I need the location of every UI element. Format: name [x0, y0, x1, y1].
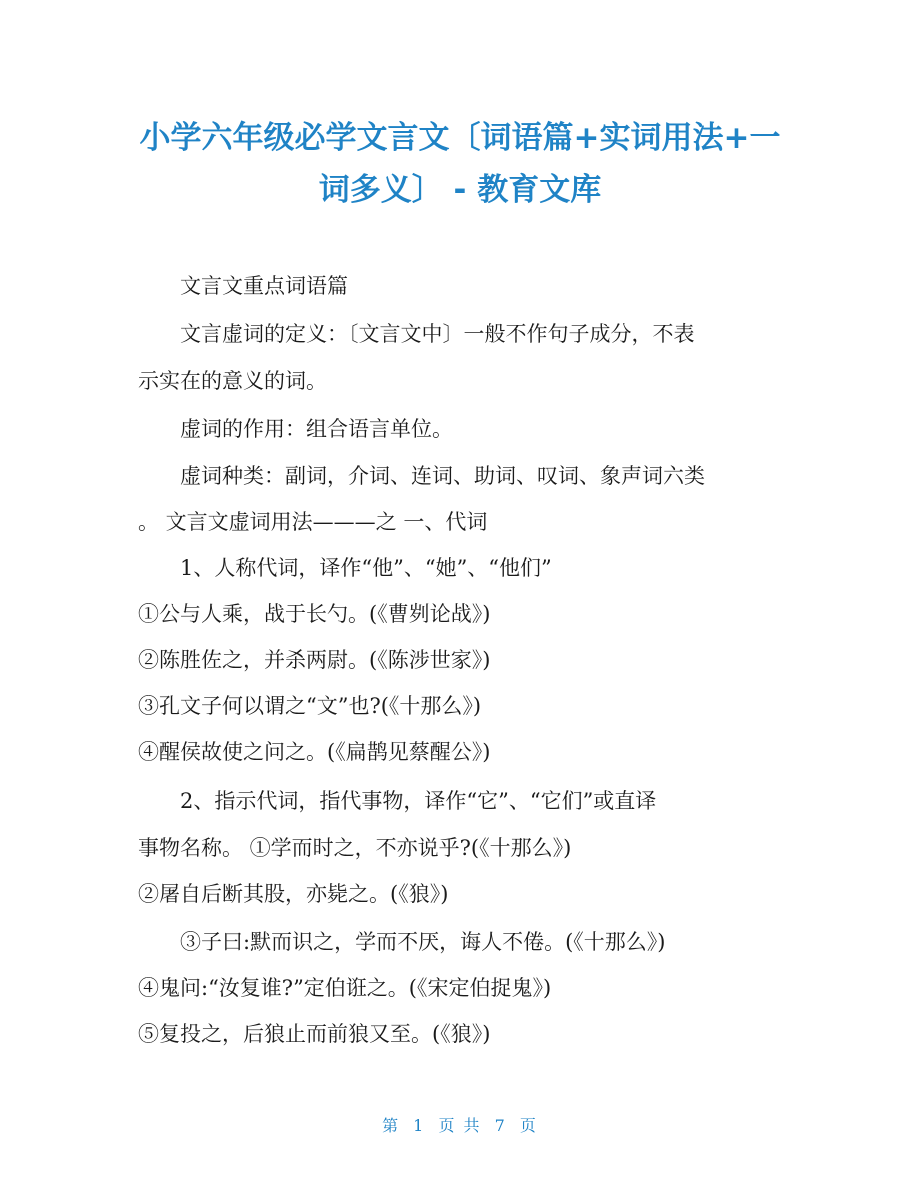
example-line: ②陈胜佐之，并杀两尉。(《陈涉世家》): [138, 648, 491, 672]
paragraph-line: 1、人称代词，译作“他”、“她”、“他们”: [180, 556, 552, 580]
paragraph-line: 文言虚词的定义：〔文言文中〕一般不作句子成分，不表: [180, 322, 695, 346]
title-line-2: 词多义〕 - 教育文库: [318, 172, 602, 208]
paragraph-line: 虚词种类：副词，介词、连词、助词、叹词、象声词六类: [180, 464, 705, 488]
page-footer: [0, 1113, 920, 1136]
paragraph-line: 。 文言文虚词用法———之 一、代词: [138, 510, 488, 534]
example-line: ③子曰:默而识之，学而不厌，诲人不倦。(《十那么》): [180, 930, 666, 954]
example-line: ①公与人乘，战于长勺。(《曹刿论战》): [138, 602, 491, 626]
paragraph-heading: 文言文重点词语篇: [180, 274, 348, 298]
paragraph-line: 事物名称。 ①学而时之，不亦说乎?(《十那么》): [138, 836, 572, 860]
paragraph-line: 2、指示代词，指代事物，译作“它”、“它们”或直译: [180, 789, 657, 813]
example-line: ④鬼问:“汝复谁?”定伯诳之。(《宋定伯捉鬼》): [138, 976, 552, 1000]
document-title: [120, 112, 800, 216]
paragraph-line: 示实在的意义的词。: [138, 369, 327, 393]
footer-prefix: 第: [382, 1116, 401, 1135]
title-line-1: 小学六年级必学文言文〔词语篇+实词用法+一: [139, 120, 781, 156]
example-line: ②屠自后断其股，亦毙之。(《狼》): [138, 882, 449, 906]
footer-page-number: 1: [413, 1116, 426, 1135]
example-line: ③孔文子何以谓之“文”也?(《十那么》): [138, 694, 482, 718]
paragraph-line: 虚词的作用：组合语言单位。: [180, 417, 453, 441]
footer-middle: 页 共: [438, 1116, 482, 1135]
footer-total-pages: 7: [494, 1116, 507, 1135]
example-line: ④醒侯故使之问之。(《扁鹊见蔡醒公》): [138, 740, 491, 764]
example-line: ⑤复投之，后狼止而前狼又至。(《狼》): [138, 1022, 491, 1046]
footer-suffix: 页: [519, 1116, 538, 1135]
